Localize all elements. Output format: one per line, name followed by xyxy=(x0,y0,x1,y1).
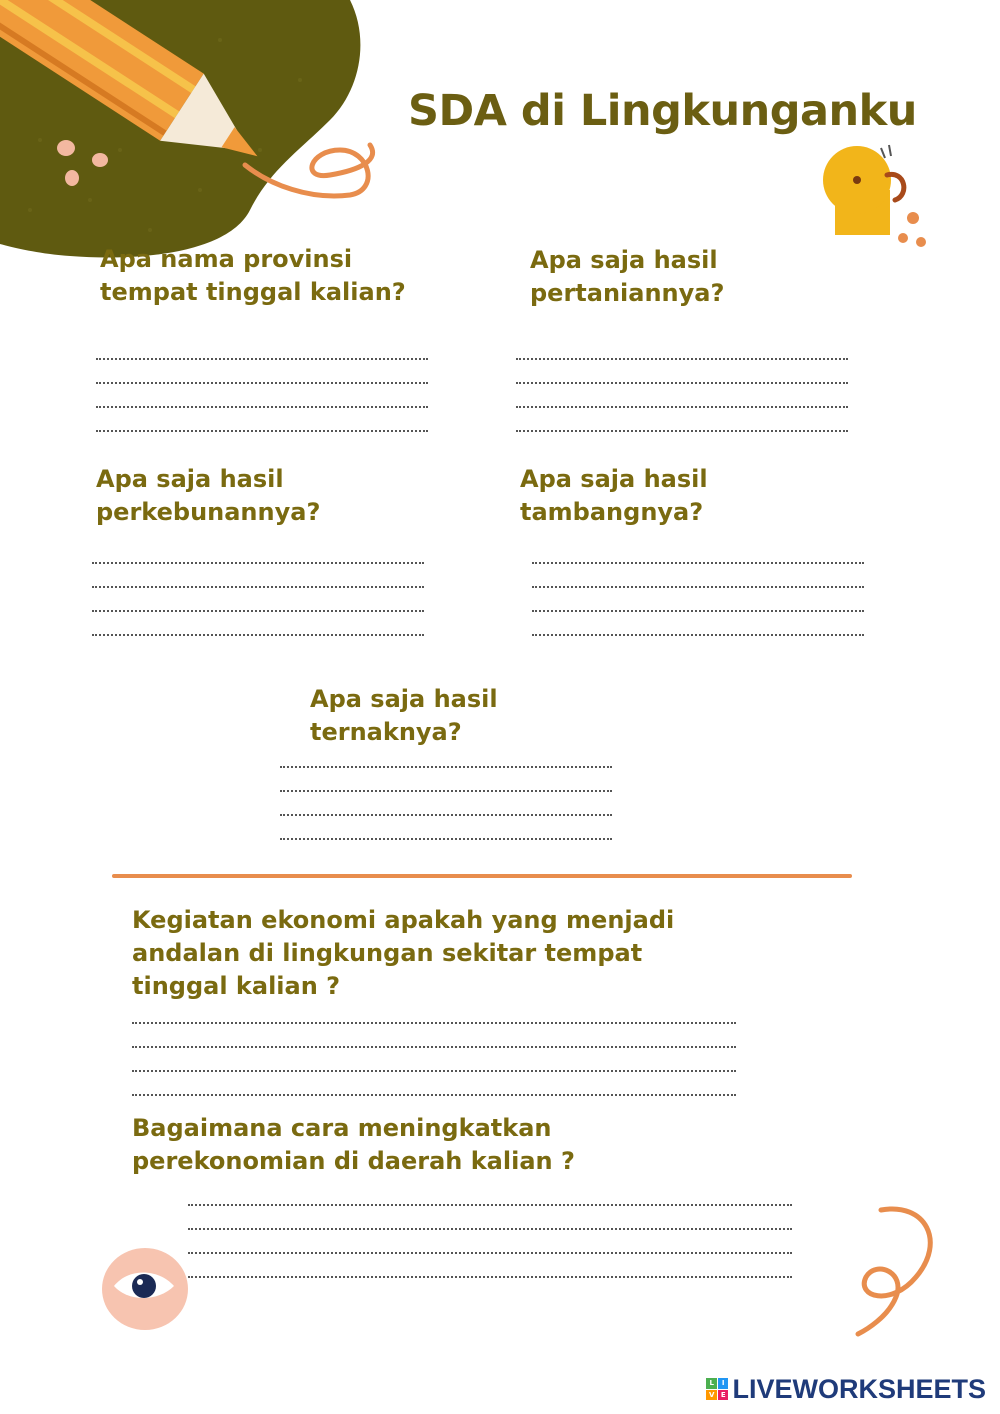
answer-lines-agriculture[interactable] xyxy=(516,358,848,454)
liveworksheets-logo: L I V E xyxy=(706,1378,728,1400)
page-title: SDA di Lingkunganku xyxy=(408,86,917,136)
question-mining: Apa saja hasil tambangnya? xyxy=(520,465,708,526)
answer-lines-livestock[interactable] xyxy=(280,766,612,862)
answer-lines-plantation[interactable] xyxy=(92,562,424,658)
answer-lines-mining[interactable] xyxy=(532,562,864,658)
scribble-decoration xyxy=(240,130,390,210)
bell-illustration xyxy=(815,140,940,255)
section-divider xyxy=(112,874,852,878)
question-economic-activity: Kegiatan ekonomi apakah yang menjadi andalan di lingkungan sekitar tempat tinggal kalian ? xyxy=(132,906,675,1000)
answer-lines-province[interactable] xyxy=(96,358,428,454)
question-improve-economy: Bagaimana cara meningkatkan perekonomian di daerah kalian ? xyxy=(132,1114,575,1175)
question-livestock: Apa saja hasil ternaknya? xyxy=(310,685,498,746)
question-agriculture: Apa saja hasil pertaniannya? xyxy=(530,246,725,307)
answer-lines-improve-economy[interactable] xyxy=(188,1204,792,1300)
question-province: Apa nama provinsi tempat tinggal kalian? xyxy=(100,245,406,306)
eye-icon xyxy=(100,1246,190,1332)
answer-lines-economic-activity[interactable] xyxy=(132,1022,736,1118)
loop-scribble-decoration xyxy=(846,1202,946,1342)
liveworksheets-brand xyxy=(706,1374,986,1404)
question-plantation: Apa saja hasil perkebunannya? xyxy=(96,465,321,526)
brand-text: LIVEWORKSHEETS xyxy=(732,1373,986,1404)
